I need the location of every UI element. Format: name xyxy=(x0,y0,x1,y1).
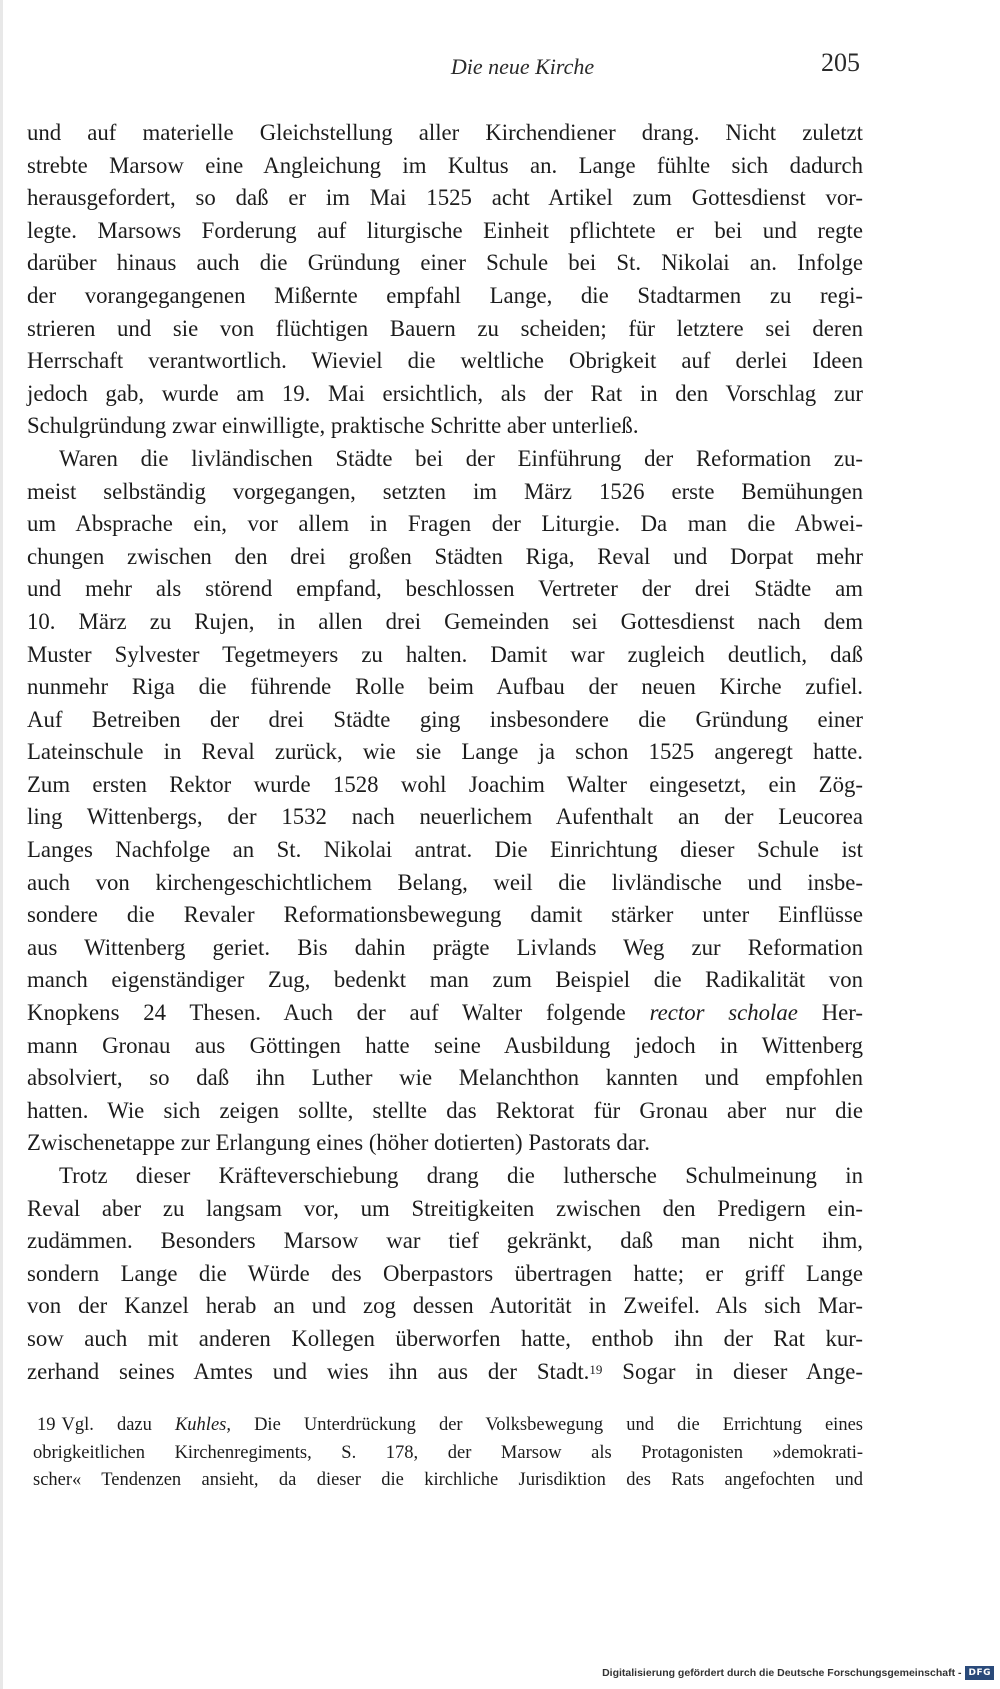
text-line: zudämmen. Besonders Marsow war tief gekränkt, daß man nicht ihm, xyxy=(27,1228,863,1254)
page-number: 205 xyxy=(821,48,860,77)
text-line: Lateinschule in Reval zurück, wie sie Lange ja schon 1525 angeregt hatte. xyxy=(27,739,863,765)
text-line: ling Wittenbergs, der 1532 nach neuerlichem Aufenthalt an der Leucorea xyxy=(27,804,863,830)
text-line: sow auch mit anderen Kollegen überworfen hatte, enthob ihn der Rat kur- xyxy=(27,1325,863,1351)
text-line: manch eigenständiger Zug, bedenkt man zum Beispiel die Radikalität von xyxy=(27,967,863,993)
text-line: und mehr als störend empfand, beschlossen Vertreter der drei Städte am xyxy=(27,576,863,602)
text-line: auch von kirchengeschichtlichem Belang, weil die livländische und insbe- xyxy=(27,869,863,895)
text-line: Herrschaft verantwortlich. Wieviel die weltliche Obrigkeit auf derlei Ideen xyxy=(27,348,863,374)
text-segment: Sogar in dieser Ange- xyxy=(602,1358,863,1384)
running-title: Die neue Kirche xyxy=(450,54,595,79)
text-line: 10. März zu Rujen, in allen drei Gemeinden sei Gottesdienst nach dem xyxy=(27,608,863,634)
text-line: Zum ersten Rektor wurde 1528 wohl Joachim Walter eingesetzt, ein Zög- xyxy=(27,771,863,797)
footnote-reference[interactable]: 19 xyxy=(589,1361,603,1377)
text-line: darüber hinaus auch die Gründung einer Schule bei St. Nikolai an. Infolge xyxy=(27,250,863,276)
digitization-text: Digitalisierung gefördert durch die Deutsche Forschungsgemeinschaft - xyxy=(602,1667,962,1679)
text-segment: Her- xyxy=(797,1000,864,1026)
text-segment: zerhand seines Amtes und wies ihn aus der Stadt. xyxy=(27,1358,590,1384)
text-line: herausgefordert, so daß er im Mai 1525 acht Artikel zum Gottesdienst vor- xyxy=(27,185,863,211)
text-line: Muster Sylvester Tegetmeyers zu halten. Damit war zugleich deutlich, daß xyxy=(27,641,863,667)
text-line: Langes Nachfolge an St. Nikolai antrat. Die Einrichtung dieser Schule ist xyxy=(27,837,863,863)
italic-phrase: rector scholae xyxy=(649,1000,798,1026)
footnote-number: 19 xyxy=(37,1415,56,1435)
text-line: mann Gronau aus Göttingen hatte seine Ausbildung jedoch in Wittenberg xyxy=(27,1032,863,1058)
text-line: strieren und sie von flüchtigen Bauern zu scheiden; für letztere sei deren xyxy=(27,315,863,341)
text-line-with-italic xyxy=(27,997,863,1030)
text-line: der vorangegangenen Mißernte empfahl Lange, die Stadtarmen zu regi- xyxy=(27,282,863,308)
text-line: Reval aber zu langsam vor, um Streitigkeiten zwischen den Predigern ein- xyxy=(27,1195,863,1221)
text-line: um Absprache ein, vor allem in Fragen der Liturgie. Da man die Abwei- xyxy=(27,511,863,537)
text-line: legte. Marsows Forderung auf liturgische Einheit pflichtete er bei und regte xyxy=(27,217,863,243)
text-line: nunmehr Riga die führende Rolle beim Aufbau der neuen Kirche zufiel. xyxy=(27,674,863,700)
scan-edge xyxy=(0,0,3,1689)
text-line-with-footnote-ref xyxy=(27,1356,863,1389)
text-line: Trotz dieser Kräfteverschiebung drang die luthersche Schulmeinung in xyxy=(59,1163,863,1188)
text-line: jedoch gab, wurde am 19. Mai ersichtlich, als der Rat in den Vorschlag zur xyxy=(27,380,863,406)
paragraph-3 xyxy=(27,1160,863,1388)
text-line: meist selbständig vorgegangen, setzten im März 1526 erste Bemühungen xyxy=(27,478,863,504)
text-line: Schulgründung zwar einwilligte, praktische Schritte aber unterließ. xyxy=(27,413,639,439)
text-line: Waren die livländischen Städte bei der Einführung der Reformation zu- xyxy=(59,445,863,471)
text-line: sondere die Revaler Reformationsbewegung damit stärker unter Einflüsse xyxy=(27,902,863,928)
paragraph-1 xyxy=(27,117,863,443)
text-line: Zwischenetappe zur Erlangung eines (höher dotierten) Pastorats dar. xyxy=(27,1130,650,1156)
dfg-logo: DFG xyxy=(965,1666,994,1680)
text-line: absolviert, so daß ihn Luther wie Melanchthon kannten und empfohlen xyxy=(27,1065,863,1091)
text-segment: Knopkens 24 Thesen. Auch der auf Walter folgende xyxy=(27,1000,650,1026)
footnote-line xyxy=(33,1412,863,1440)
digitization-note xyxy=(602,1663,994,1683)
text-segment: Vgl. dazu xyxy=(61,1415,175,1435)
text-line: sondern Lange die Würde des Oberpastors übertragen hatte; er griff Lange xyxy=(27,1260,863,1286)
footnote-line: obrigkeitlichen Kirchenregiments, S. 178, der Marsow als Protagonisten »demokrati- xyxy=(33,1442,863,1463)
text-line: chungen zwischen den drei großen Städten Riga, Reval und Dorpat mehr xyxy=(27,543,863,569)
footnotes xyxy=(33,1412,863,1495)
text-line: und auf materielle Gleichstellung aller Kirchendiener drang. Nicht zuletzt xyxy=(27,120,863,145)
text-line: strebte Marsow eine Angleichung im Kultus an. Lange fühlte sich dadurch xyxy=(27,152,863,178)
text-line: aus Wittenberg geriet. Bis dahin prägte Livlands Weg zur Reformation xyxy=(27,934,863,960)
text-segment: , Die Unterdrückung der Volksbewegung und die Errichtung eines xyxy=(226,1415,863,1435)
paragraph-2 xyxy=(27,443,863,1160)
text-line: von der Kanzel herab an und zog dessen Autorität in Zweifel. Als sich Mar- xyxy=(27,1293,863,1319)
footnote-line: scher« Tendenzen ansieht, da dieser die kirchliche Jurisdiktion des Rats angefochten und xyxy=(33,1470,863,1490)
running-head xyxy=(0,48,1000,88)
text-line: hatten. Wie sich zeigen sollte, stellte das Rektorat für Gronau aber nur die xyxy=(27,1097,863,1123)
text-line: Auf Betreiben der drei Städte ging insbesondere die Gründung einer xyxy=(27,706,863,732)
footnote-author: Kuhles xyxy=(174,1415,227,1435)
body-text xyxy=(27,117,863,1388)
